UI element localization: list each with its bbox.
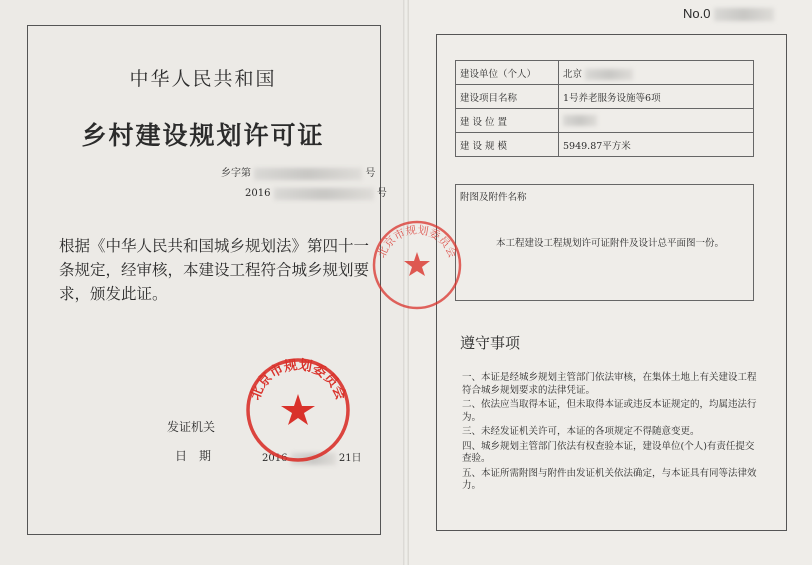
left-official-seal — [242, 354, 354, 466]
row-value-unit — [559, 61, 754, 85]
attachments-label: 附图及附件名称 — [460, 192, 527, 203]
issuer-label: 发证机关 — [167, 420, 216, 434]
certificate-number-label: No.0 — [683, 6, 711, 21]
permit-number-prefix: 乡字第 — [221, 168, 251, 179]
permit-date-prefix: 2016 — [245, 188, 271, 199]
row-label-scale: 建 设 规 模 — [456, 133, 559, 157]
note-item: 一、本证是经城乡规划主管部门依法审核，在集体土地上有关建设工程符合城乡规划要求的法律凭证。 — [462, 372, 757, 396]
table-row — [456, 133, 754, 157]
row-value-scale: 5949.87平方米 — [559, 133, 754, 157]
row-label-project: 建设项目名称 — [456, 85, 559, 109]
notes-list — [462, 372, 762, 495]
attachments-text: 本工程建设工程规划许可证附件及设计总平面图一份。 — [496, 238, 725, 249]
redacted-number — [254, 168, 362, 180]
notes-title: 遵守事项 — [460, 334, 521, 352]
right-official-seal — [370, 218, 464, 312]
row-label-location: 建 设 位 置 — [456, 109, 559, 133]
row-value-location — [559, 109, 754, 133]
svg-text:北京市规划委员会 — [247, 356, 350, 403]
issue-date-suffix: 21日 — [338, 453, 362, 464]
row-value-project: 1号养老服务设施等6项 — [559, 85, 754, 109]
redacted-date — [274, 188, 374, 200]
note-item: 五、本证所需附图与附件由发证机关依法确定，与本证具有同等法律效力。 — [462, 467, 757, 491]
unit-value-text: 北京 — [563, 68, 583, 80]
redacted-unit — [585, 69, 633, 80]
project-info-table — [455, 60, 754, 157]
right-seal-text: 北京市规划委员会 — [374, 223, 460, 260]
redacted-location — [563, 115, 597, 126]
certificate-number — [683, 6, 774, 21]
issue-date-prefix: 2016 — [262, 453, 288, 464]
table-row — [456, 109, 754, 133]
row-label-unit: 建设单位（个人） — [456, 61, 559, 85]
permit-body-text: 根据《中华人民共和国城乡规划法》第四十一条规定，经审核，本建设工程符合城乡规划要求，颁发此证。 — [59, 237, 370, 303]
permit-number-suffix: 号 — [365, 168, 376, 179]
permit-date-suffix: 号 — [376, 188, 387, 199]
title-country: 中华人民共和国 — [129, 68, 277, 90]
table-row — [456, 85, 754, 109]
permit-number — [221, 164, 375, 180]
note-item: 三、未经发证机关许可，本证的各项规定不得随意变更。 — [462, 426, 700, 437]
left-seal-text: 北京市规划委员会 — [247, 357, 349, 403]
title-permit: 乡村建设规划许可证 — [81, 121, 325, 150]
table-row — [456, 61, 754, 85]
date-label: 日 期 — [175, 449, 212, 463]
permit-date-number — [245, 184, 387, 200]
note-item: 四、城乡规划主管部门依法有权查验本证，建设单位(个人)有责任提交查验。 — [462, 440, 755, 464]
attachments-box — [455, 184, 754, 301]
redacted-certificate-number — [714, 8, 774, 21]
note-item: 二、依法应当取得本证，但未取得本证或违反本证规定的，均属违法行为。 — [462, 399, 757, 423]
